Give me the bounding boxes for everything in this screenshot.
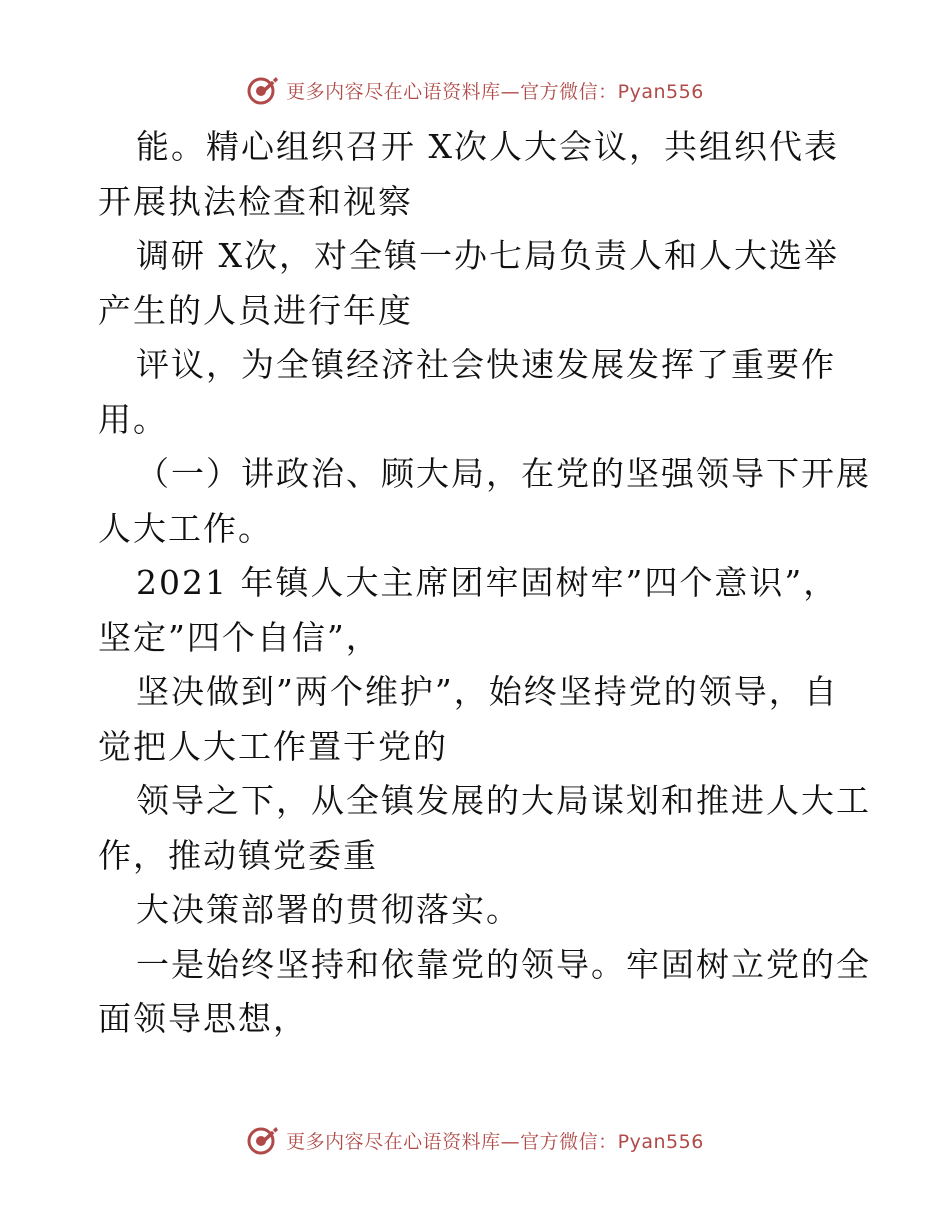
paragraph-line: 调研 X次，对全镇一办七局负责人和人大选举 [136, 236, 839, 275]
footer-banner [0, 1122, 950, 1158]
paragraph-line: 评议，为全镇经济社会快速发展发挥了重要作 [136, 345, 836, 384]
paragraph-line: 2021 年镇人大主席团牢固树牢”四个意识”， [136, 563, 839, 602]
pen-nib-logo-icon [246, 1123, 280, 1157]
paragraph-line: 人大工作。 [98, 508, 273, 548]
header-banner [0, 72, 950, 108]
pen-nib-logo-icon [246, 73, 280, 107]
footer-banner-text: 更多内容尽在心语资料库—官方微信：Pyan556 [286, 1130, 704, 1153]
paragraph-line: 坚决做到”两个维护”，始终坚持党的领导，自 [136, 672, 839, 711]
paragraph-line: 开展执法检查和视察 [98, 181, 413, 221]
paragraph-line: 领导之下，从全镇发展的大局谋划和推进人大工 [136, 781, 871, 820]
paragraph-line: 大决策部署的贯彻落实。 [136, 890, 521, 929]
paragraph-line: 面领导思想， [98, 999, 308, 1038]
paragraph-line: 一是始终坚持和依靠党的领导。牢固树立党的全 [136, 944, 871, 984]
paragraph-line: 觉把人大工作置于党的 [98, 726, 448, 766]
paragraph-line: 产生的人员进行年度 [98, 290, 413, 330]
paragraph-line: 用。 [98, 399, 168, 439]
header-banner-text: 更多内容尽在心语资料库—官方微信：Pyan556 [286, 80, 704, 103]
document-body [98, 120, 871, 1047]
paragraph-line: 作，推动镇党委重 [98, 835, 378, 875]
paragraph-line: 坚定”四个自信”， [98, 617, 381, 657]
paragraph-line: （一）讲政治、顾大局，在党的坚强领导下开展 [136, 454, 871, 493]
paragraph-line: 能。精心组织召开 X次人大会议，共组织代表 [136, 127, 839, 166]
